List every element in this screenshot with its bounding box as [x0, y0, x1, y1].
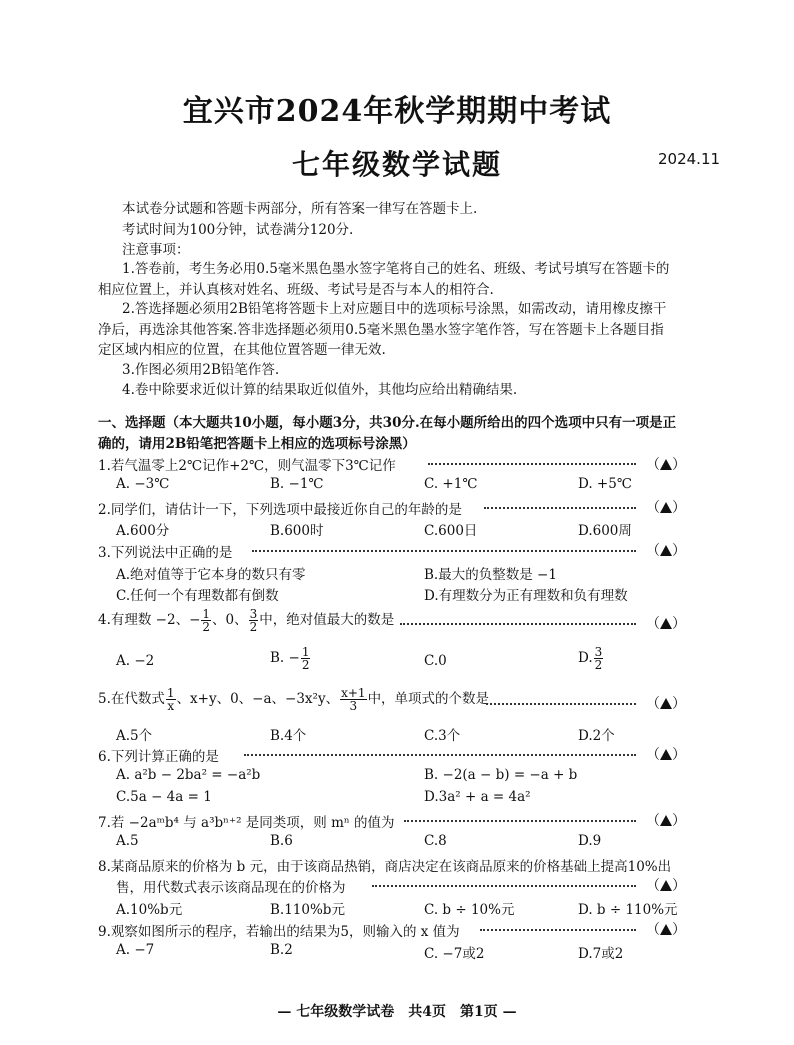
q2-option-d: D.600周 [578, 523, 632, 539]
question-5: 5.在代数式 $\frac{1}{x}$ 、x+y、0、−a、−3x²y、 $\frac{x+1}{3}$ 中，单项式的个数是 [98, 686, 490, 713]
triangle-icon [660, 502, 672, 513]
q8-option-c: C. b ÷ 10%元 [424, 902, 515, 918]
q6-option-d: D.3a² + a = 4a² [424, 789, 531, 805]
note-2a: 2.答选择题必须用2B铅笔将答题卡上对应题目中的选项标号涂黑，如需改动，请用橡皮擦干 [122, 301, 667, 317]
leader-dots [372, 885, 636, 887]
q6-option-c: C.5a − 4a = 1 [116, 789, 212, 805]
q8-option-b: B.110%b元 [270, 902, 345, 918]
triangle-icon [660, 459, 672, 470]
fraction: $\frac{x+1}{3}$ [341, 686, 366, 713]
fraction: $\frac{1}{x}$ [166, 686, 175, 713]
q4-option-b: B. − $\frac{1}{2}$ [270, 645, 310, 672]
q8-option-a: A.10%b元 [116, 902, 183, 918]
q4-option-d: D. $\frac{3}{2}$ [578, 645, 603, 672]
fraction: $\frac{3}{2}$ [249, 607, 258, 634]
page-footer: — 七年级数学试卷 共4页 第1页 — [277, 1004, 517, 1020]
question-3: 3.下列说法中正确的是 [98, 545, 233, 561]
q8-option-d: D. b ÷ 110%元 [578, 902, 678, 918]
question-6: 6.下列计算正确的是 [98, 749, 219, 765]
fraction: $\frac{1}{2}$ [202, 607, 211, 634]
question-2: 2.同学们，请估计一下，下列选项中最接近你自己的年龄的是 [98, 502, 462, 518]
q6-option-a: A. a²b − 2ba² = −a²b [116, 767, 261, 783]
q9-option-a: A. −7 [116, 942, 155, 958]
triangle-icon [660, 880, 672, 891]
intro-line-2: 考试时间为100分钟，试卷满分120分. [122, 222, 354, 238]
fraction: $\frac{3}{2}$ [594, 645, 603, 672]
leader-dots [252, 550, 636, 552]
q5-option-c: C.3个 [424, 728, 461, 744]
q7-option-c: C.8 [424, 833, 447, 849]
q4-option-a: A. −2 [116, 653, 155, 669]
q2-option-c: C.600日 [424, 523, 478, 539]
answer-paren: （ ） [646, 543, 686, 559]
triangle-icon [660, 749, 672, 760]
fraction: $\frac{1}{2}$ [301, 645, 310, 672]
q3-option-a: A.绝对值等于它本身的数只有零 [116, 567, 306, 583]
q3-option-d: D.有理数分为正有理数和负有理数 [424, 588, 628, 604]
section-title-line-2: 确的，请用2B铅笔把答题卡上相应的选项标号涂黑） [98, 436, 416, 452]
leader-dots [480, 929, 636, 931]
note-3: 3.作图必须用2B铅笔作答. [122, 362, 280, 378]
q1-option-d: D. +5℃ [578, 476, 632, 492]
q3-option-b: B.最大的负整数是 −1 [424, 567, 557, 583]
triangle-icon [660, 545, 672, 556]
q4-option-c: C.0 [424, 653, 447, 669]
exam-subtitle: 七年级数学试题 [291, 148, 502, 181]
exam-title: 宜兴市2024年秋学期期中考试 [182, 94, 612, 129]
q1-option-b: B. −1℃ [270, 476, 324, 492]
intro-line-1: 本试卷分试题和答题卡两部分，所有答案一律写在答题卡上. [122, 201, 478, 217]
answer-paren: （ ） [646, 813, 686, 829]
answer-paren: （ ） [646, 616, 686, 632]
q9-option-c: C. −7或2 [424, 946, 485, 962]
q5-option-d: D.2个 [578, 728, 615, 744]
q9-option-b: B.2 [270, 942, 293, 958]
answer-paren: （ ） [646, 878, 686, 894]
answer-paren: （ ） [646, 457, 686, 473]
q5-option-a: A.5个 [116, 728, 153, 744]
section-title-line-1: 一、选择题（本大题共10小题，每小题3分，共30分.在每小题所给出的四个选项中只有一项是正 [98, 415, 677, 431]
question-1: 1.若气温零上2℃记作+2℃，则气温零下3℃记作 [98, 458, 396, 474]
q6-option-b: B. −2(a − b) = −a + b [424, 767, 578, 783]
q9-option-d: D.7或2 [578, 946, 624, 962]
leader-dots [404, 820, 636, 822]
leader-dots [400, 623, 636, 625]
q1-option-c: C. +1℃ [424, 476, 478, 492]
q3-option-c: C.任何一个有理数都有倒数 [116, 588, 279, 604]
triangle-icon [660, 924, 672, 935]
note-4: 4.卷中除要求近似计算的结果取近似值外，其他均应给出精确结果. [122, 382, 518, 398]
note-1a: 1.答卷前，考生务必用0.5毫米黑色墨水签字笔将自己的姓名、班级、考试号填写在答题卡的 [122, 261, 670, 277]
leader-dots [484, 507, 636, 509]
triangle-icon [660, 698, 672, 709]
q7-option-b: B.6 [270, 833, 293, 849]
q2-option-b: B.600时 [270, 523, 324, 539]
leader-dots [486, 703, 636, 705]
note-2c: 定区域内相应的位置，在其他位置答题一律无效. [98, 342, 386, 358]
answer-paren: （ ） [646, 922, 686, 938]
q1-option-a: A. −3℃ [116, 476, 170, 492]
triangle-icon [660, 618, 672, 629]
question-7: 7.若 −2aᵐb⁴ 与 a³bⁿ⁺² 是同类项，则 mⁿ 的值为 [98, 815, 395, 831]
triangle-icon [660, 815, 672, 826]
leader-dots [244, 754, 636, 756]
answer-paren: （ ） [646, 747, 686, 763]
note-1b: 相应位置上，并认真核对姓名、班级、考试号是否与本人的相符合. [98, 282, 494, 298]
note-2b: 净后，再选涂其他答案.答非选择题必须用0.5毫米黑色墨水签字笔作答，写在答题卡上各题目指 [98, 322, 664, 338]
leader-dots [428, 463, 636, 465]
q7-option-d: D.9 [578, 833, 602, 849]
question-9: 9.观察如图所示的程序，若输出的结果为5，则输入的 x 值为 [98, 924, 460, 940]
q7-option-a: A.5 [116, 833, 139, 849]
exam-date: 2024.11 [658, 150, 721, 168]
answer-paren: （ ） [646, 696, 686, 712]
question-8-line-2: 售，用代数式表示该商品现在的价格为 [116, 880, 346, 896]
q5-option-b: B.4个 [270, 728, 307, 744]
question-8-line-1: 8.某商品原来的价格为 b 元，由于该商品热销，商店决定在该商品原来的价格基础上提高10%出 [98, 859, 672, 875]
question-4: 4.有理数 −2、− $\frac{1}{2}$ 、0、 $\frac{3}{2}$ 中，绝对值最大的数是 [98, 607, 395, 634]
answer-paren: （ ） [646, 500, 686, 516]
notes-title: 注意事项： [122, 242, 190, 258]
q2-option-a: A.600分 [116, 523, 170, 539]
